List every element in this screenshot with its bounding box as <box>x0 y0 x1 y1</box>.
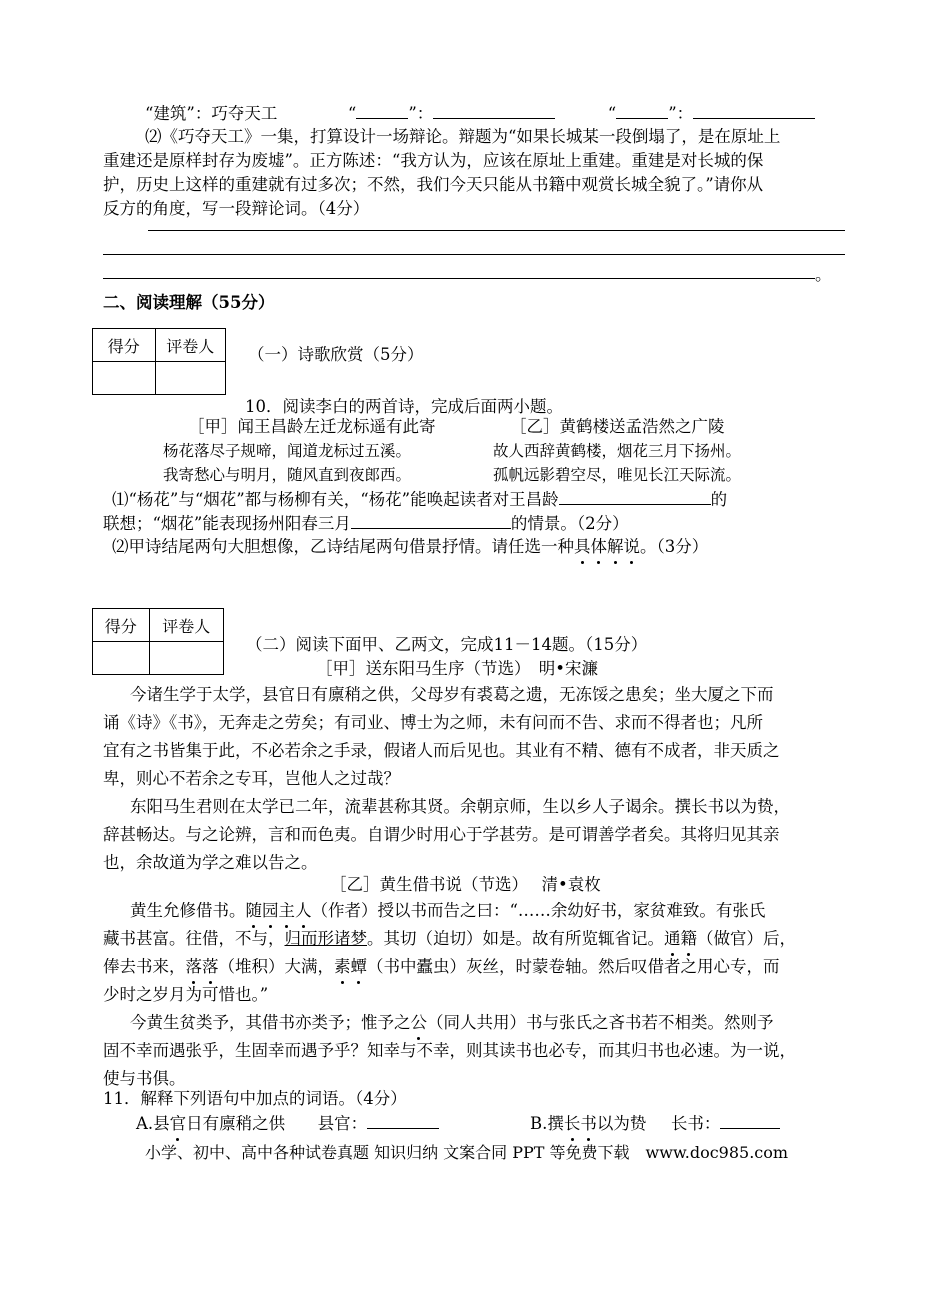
question-11-a: A.县官日有廪稍之供 县官： <box>136 1112 439 1135</box>
dotted-char: 人 <box>295 901 312 920</box>
fill-blank[interactable] <box>356 102 408 119</box>
score-table <box>92 328 226 395</box>
section-title: 二、阅读理解（55分） <box>103 293 275 312</box>
poem-b-title: ［乙］黄鹤楼送孟浩然之广陵 <box>510 417 725 436</box>
score-header: 得分 <box>93 329 156 362</box>
dotted-char: 素 <box>334 957 351 976</box>
grader-cell[interactable] <box>149 642 223 675</box>
dotted-char: 随 <box>245 901 262 920</box>
part2-title: （二）阅读下面甲、乙两文，完成11－14题。（15分） <box>246 635 648 654</box>
text-b-title: ［乙］黄生借书说（节选） 清•袁枚 <box>330 875 601 894</box>
underlined-phrase: 归而形诸梦 <box>284 929 367 948</box>
fill-blank[interactable] <box>433 102 555 119</box>
fill-blank[interactable] <box>559 488 711 505</box>
text-b-line: 少时之岁月为可惜也。” <box>103 985 269 1004</box>
text-a-line: 辞甚畅达。与之论辨，言和而色夷。自谓少时用心于学甚劳。是可谓善学者矣。其将归见其亲 <box>103 825 780 844</box>
question-11-b: B.撰长书以为贽 长书： <box>530 1112 780 1135</box>
text-b-line: 藏书甚富。往借，不与，归而形诸梦。其切（迫切）如是。故有所览辄省记。通籍（做官）后， <box>103 929 796 948</box>
question-11: 11．解释下列语句中加点的词语。（4分） <box>103 1089 407 1108</box>
grader-cell[interactable] <box>155 362 225 395</box>
poem-a-line: 我寄愁心与明月，随风直到夜郎西。 <box>163 466 412 484</box>
text-b-line: 黄生允修借书。随园主人（作者）授以书而告之曰：“……余幼好书，家贫难致。有张氏 <box>130 901 766 920</box>
score-header: 得分 <box>93 609 150 642</box>
dotted-word <box>664 929 697 948</box>
question-10: 10．阅读李白的两首诗，完成后面两小题。 <box>245 397 563 416</box>
dotted-char: 长 <box>563 1114 581 1133</box>
text-a-line: 诵《诗》《书》，无奔走之劳矣；有司业、博士为之师，未有问而不告、求而不得者也；凡所 <box>103 713 763 732</box>
dotted-char: 落 <box>202 957 219 976</box>
dotted-char: 蟫 <box>350 957 367 976</box>
footer-text: 小学、初中、高中各种试卷真题 知识归纳 文案合同 PPT 等免费下载 www.doc985.com <box>145 1143 789 1162</box>
dotted-word <box>246 901 312 920</box>
question-text: ⑵《巧夺天工》一集，打算设计一场辩论。辩题为“如果长城某一段倒塌了，是在原址上 <box>145 127 781 146</box>
poem-a-line: 杨花落尽子规啼，闻道龙标过五溪。 <box>163 442 412 460</box>
score-cell[interactable] <box>93 362 156 395</box>
dotted-char: 籍 <box>680 929 697 948</box>
blank-row: “建筑”：巧夺天工 “ ”： “ ”： <box>145 102 815 125</box>
dotted-word: 官 <box>169 1114 187 1133</box>
dotted-word: 公 <box>410 1013 427 1032</box>
poem-a-title: ［甲］闻王昌龄左迁龙标遥有此寄 <box>188 417 436 436</box>
text-b-line: 今黄生贫类予，其借书亦类予；惟予之公（同人共用）书与张氏之吝书若不相类。然则予 <box>130 1013 774 1032</box>
poem-b-line: 孤帆远影碧空尽，唯见长江天际流。 <box>493 466 742 484</box>
score-table <box>92 608 224 675</box>
poem-b-line: 故人西辞黄鹤楼，烟花三月下扬州。 <box>493 442 742 460</box>
fill-blank[interactable] <box>351 512 511 529</box>
row-label-architecture: “建筑”：巧夺天工 <box>145 104 278 123</box>
question-10-2: ⑵甲诗结尾两句大胆想像，乙诗结尾两句借景抒情。请任选一种具体解说。（3分） <box>112 537 709 556</box>
dotted-word <box>334 957 367 976</box>
question-text: 护，历史上这样的重建就有过多次；不然，我们今天只能从书籍中观赏长城全貌了。”请你从 <box>103 175 764 194</box>
dotted-char: 主 <box>278 901 295 920</box>
text-a-line: 卑，则心不若余之专耳，岂他人之过哉？ <box>103 769 400 788</box>
fill-blank[interactable] <box>616 102 668 119</box>
question-10-1-cont: 联想；“烟花”能表现扬州阳春三月 的情景。（2分） <box>103 514 629 533</box>
dotted-char: 落 <box>185 957 202 976</box>
dotted-char: 说 <box>623 537 640 556</box>
text-b-line: 固不幸而遇张乎，生固幸而遇予乎？知幸与不幸，则其读书也必专，而其归书也必速。为一说， <box>103 1041 796 1060</box>
dotted-word <box>564 1114 597 1133</box>
grader-header: 评卷人 <box>149 609 223 642</box>
dotted-char: 通 <box>664 929 681 948</box>
dotted-char: 书 <box>580 1114 597 1133</box>
text-a-line: 今诸生学于太学，县官日有廪稍之供，父母岁有裘葛之遗，无冻馁之患矣；坐大厦之下而 <box>130 685 774 704</box>
text-a-line: 东阳马生君则在太学已二年，流辈甚称其贤。余朝京师，生以乡人子谒余。撰长书以为贽， <box>130 797 790 816</box>
question-text: 反方的角度，写一段辩论词。（4分） <box>103 199 370 218</box>
question-10-1: ⑴“杨花”与“烟花”都与杨柳有关，“杨花”能唤起读者对王昌龄 的 <box>112 490 728 509</box>
dotted-char: 园 <box>262 901 279 920</box>
grader-header: 评卷人 <box>155 329 225 362</box>
score-cell[interactable] <box>93 642 150 675</box>
question-text: 重建还是原样封存为废墟”。正方陈述：“我方认为，应该在原址上重建。重建是对长城的保 <box>103 151 764 170</box>
dotted-char: 体 <box>590 537 607 556</box>
dotted-emphasis <box>574 537 640 556</box>
dotted-char: 具 <box>574 537 591 556</box>
text-a-title: ［甲］送东阳马生序（节选） 明•宋濂 <box>316 659 598 678</box>
fill-blank[interactable] <box>693 102 815 119</box>
text-a-line: 也，余故道为学之难以告之。 <box>103 853 318 872</box>
answer-line[interactable] <box>103 254 845 255</box>
text-b-line: 俸去书来，落落（堆积）大满，素蟫（书中蠹虫）灰丝，时蒙卷轴。然后叹借者之用心专，而 <box>103 957 780 976</box>
dotted-char: 解 <box>607 537 624 556</box>
answer-line[interactable] <box>103 278 815 279</box>
fill-blank[interactable] <box>720 1112 780 1129</box>
end-period: 。 <box>815 265 832 284</box>
dotted-word <box>186 957 219 976</box>
fill-blank[interactable] <box>367 1112 439 1129</box>
text-b-line: 使与书俱。 <box>103 1069 186 1088</box>
text-a-line: 宜有之书皆集于此，不必若余之手录，假诸人而后见也。其业有不精、德有不成者，非天质之 <box>103 741 780 760</box>
part1-title: （一）诗歌欣赏（5分） <box>248 345 424 364</box>
answer-line[interactable] <box>148 230 845 231</box>
